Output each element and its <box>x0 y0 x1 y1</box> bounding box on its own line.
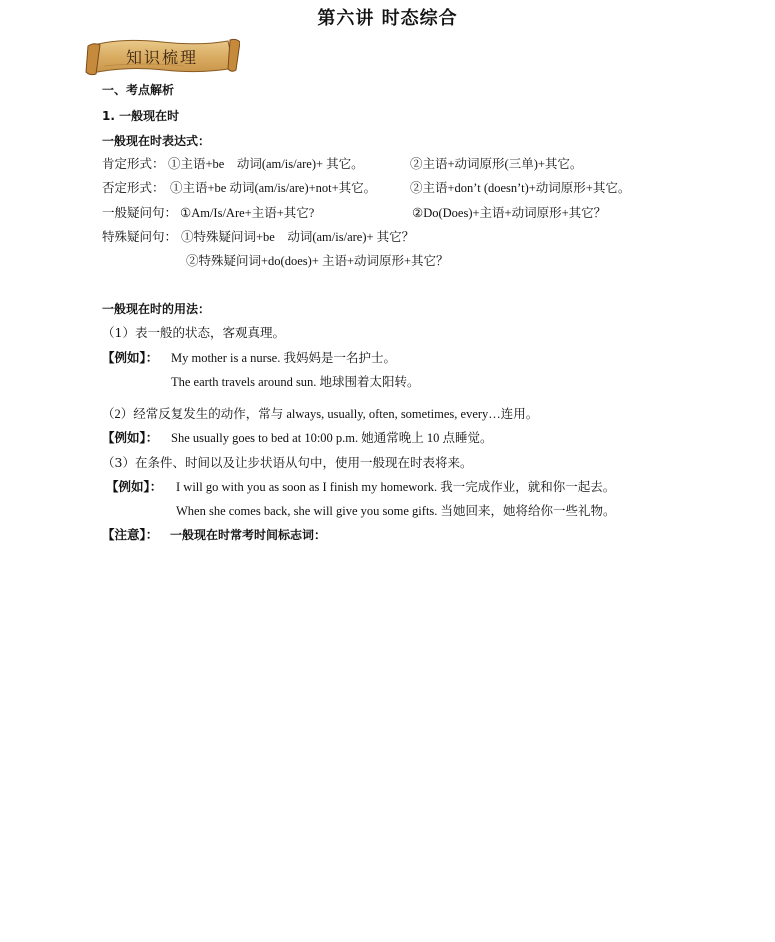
usage-1-example-label: 【例如】： <box>102 350 159 365</box>
special-question-form-2: ②特殊疑问词+do(does)+ 主语+动词原形+其它？ <box>186 254 449 268</box>
section-banner <box>84 36 240 78</box>
special-question-label: 特殊疑问句： <box>102 229 178 244</box>
affirmative-form-2: ②主语+动词原形(三单)+其它。 <box>410 157 583 171</box>
usage-3-example-2: When she comes back, she will give you some gifts. 当她回来，她将给你一些礼物。 <box>176 504 616 518</box>
banner-label: 知识梳理 <box>125 48 198 67</box>
affirmative-form-1: ①主语+be 动词(am/is/are)+ 其它。 <box>168 157 364 171</box>
usage-3-text: （3）在条件、时间以及让步状语从句中，使用一般现在时表将来。 <box>102 455 473 470</box>
general-question-form-2: ②Do(Does)+主语+动词原形+其它？ <box>412 206 607 220</box>
usage-3-example-1: I will go with you as soon as I finish my homework. 我一完成作业，就和你一起去。 <box>176 480 616 494</box>
usage-2-text: （2）经常反复发生的动作，常与 always, usually, often, sometimes, every…连用。 <box>102 407 539 421</box>
page-title: 第六讲 时态综合 <box>317 8 458 29</box>
note-text: 一般现在时常考时间标志词： <box>170 528 327 542</box>
note-label: 【注意】： <box>102 527 159 542</box>
usage-1-text: （1）表一般的状态，客观真理。 <box>102 325 285 340</box>
negative-form-2: ②主语+don’t (doesn’t)+动词原形+其它。 <box>410 181 631 195</box>
usage-1-example-1: My mother is a nurse. 我妈妈是一名护士。 <box>171 351 396 365</box>
negative-label: 否定形式： <box>102 180 165 195</box>
usage-heading: 一般现在时的用法： <box>102 302 211 316</box>
general-question-label: 一般疑问句： <box>102 205 178 220</box>
expression-heading: 一般现在时表达式： <box>102 134 211 148</box>
general-question-form-1: ①Am/Is/Are+主语+其它? <box>180 206 315 220</box>
usage-3-example-label: 【例如】： <box>106 479 163 494</box>
special-question-form-1: ①特殊疑问词+be 动词(am/is/are)+ 其它？ <box>181 230 415 244</box>
section-heading: 一、考点解析 <box>102 83 175 97</box>
usage-2-example-1: She usually goes to bed at 10:00 p.m. 她通常晚上 10 点睡觉。 <box>171 431 493 445</box>
subsection-heading: 1. 一般现在时 <box>102 109 180 123</box>
usage-2-example-label: 【例如】： <box>102 430 159 445</box>
affirmative-label: 肯定形式： <box>102 156 165 171</box>
negative-form-1: ①主语+be 动词(am/is/are)+not+其它。 <box>170 181 377 195</box>
usage-1-example-2: The earth travels around sun. 地球围着太阳转。 <box>171 375 420 389</box>
